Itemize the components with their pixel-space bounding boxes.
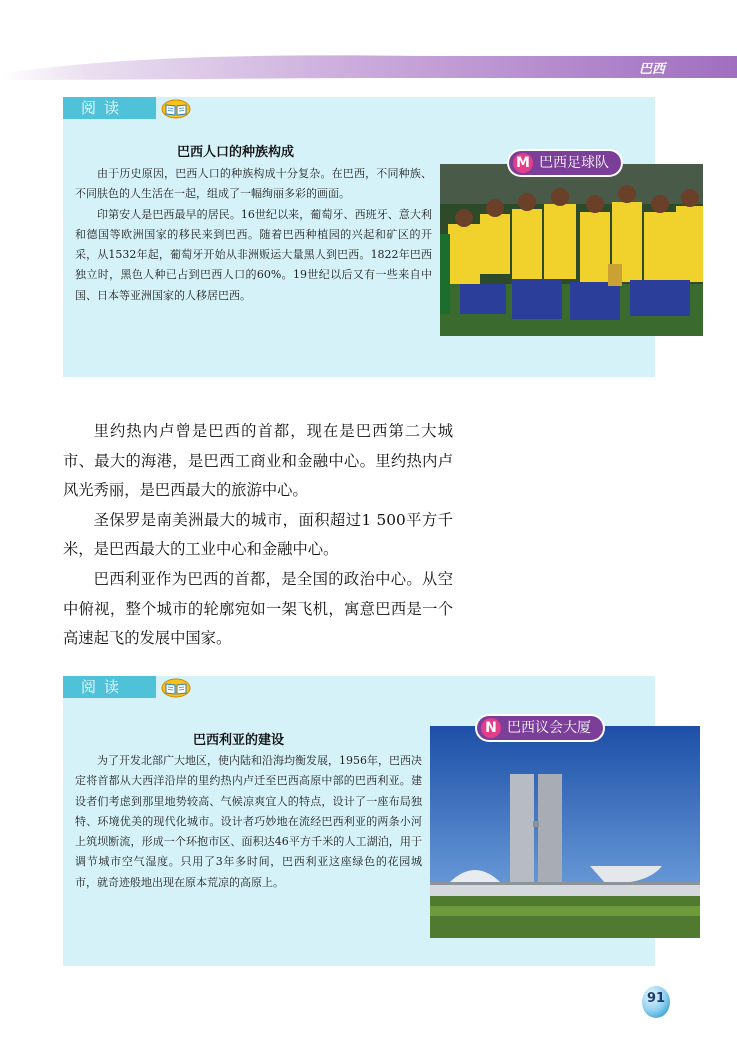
reading-title: 巴西利亚的建设: [193, 733, 285, 748]
main-paragraph: 里约热内卢曾是巴西的首都，现在是巴西第二大城市、最大的海港，是巴西工商业和金融中心。里约热内卢风光秀丽，是巴西最大的旅游中心。: [63, 422, 453, 500]
photo-caption: 巴西足球队: [539, 155, 609, 171]
brazil-congress-photo: [430, 726, 700, 938]
reading-paragraph: 印第安人是巴西最早的居民。16世纪以来，葡萄牙、西班牙、意大利和德国等欧洲国家的移民来到巴西。随着巴西种植园的兴起和矿区的开采，从1532年起，葡萄牙开始从非洲贩运大量黑人到巴西。1822年巴西独立时，黑色人种已占到巴西人口的60%。19世纪以后又有一些来自中国、日本等亚洲国家的人移居巴西。: [75, 207, 432, 302]
photo-label-letter: M: [513, 153, 533, 173]
reading-box-population: [63, 97, 655, 377]
reading-box-brasilia: [63, 676, 655, 966]
main-paragraph: 圣保罗是南美洲最大的城市，面积超过1 500平方千米，是巴西最大的工业中心和金融中心。: [63, 510, 453, 559]
page-number: 91: [646, 991, 666, 1006]
reading-tag: 阅读: [63, 676, 156, 698]
book-icon: [161, 99, 191, 119]
football-team-image: [440, 164, 703, 336]
reading-title: 巴西人口的种族构成: [177, 145, 295, 160]
reading-body: [75, 751, 422, 893]
photo-caption: 巴西议会大厦: [507, 720, 591, 736]
book-icon: [161, 678, 191, 698]
reading-tag: 阅读: [63, 97, 156, 119]
chapter-label: 巴西: [638, 62, 665, 77]
photo-caption-tag: [477, 716, 603, 740]
main-paragraph: 巴西利亚作为巴西的首都，是全国的政治中心。从空中俯视，整个城市的轮廓宛如一架飞机，寓意巴西是一个高速起飞的发展中国家。: [63, 569, 453, 648]
main-text: [63, 417, 453, 654]
photo-label-letter: N: [481, 718, 501, 738]
brazil-football-team-photo: [440, 164, 703, 336]
reading-body: [75, 164, 432, 306]
header-ribbon: [0, 48, 737, 82]
reading-paragraph: 由于历史原因，巴西人口的种族构成十分复杂。在巴西，不同种族、不同肤色的人生活在一起，组成了一幅绚丽多彩的画面。: [75, 167, 432, 201]
reading-paragraph: 为了开发北部广大地区，使内陆和沿海均衡发展，1956年，巴西决定将首都从大西洋沿岸的里约热内卢迁至巴西高原中部的巴西利亚。建设者们考虑到那里地势较高、气候凉爽宜人的特点，设计了一座布局独特、环境优美的现代化城市。设计者巧妙地在流经巴西利亚的两条小河上筑坝断流，形成一个环抱市区、面积达46平方千米的人工湖泊，用于调节城市空气湿度。只用了3年多时间，巴西利亚这座绿色的花园城市，就奇迹般地出现在原本荒凉的高原上。: [75, 754, 422, 889]
photo-caption-tag: [509, 151, 621, 175]
congress-building-image: [430, 726, 700, 938]
